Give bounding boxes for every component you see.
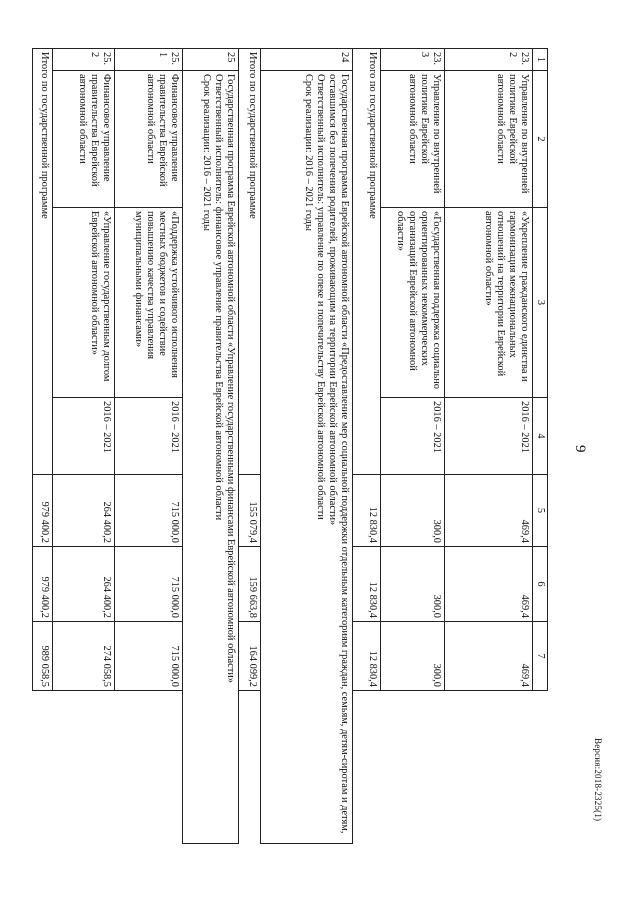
- total-col-6: 12 830,4: [353, 547, 381, 622]
- table-row: [115, 49, 183, 844]
- period-cell: 2016 – 2021: [445, 398, 533, 475]
- row-number: 25.2: [53, 49, 115, 71]
- executor-cell: Финансовое управление правительства Еврейской автономной области: [53, 71, 115, 208]
- period-cell: 2016 – 2021: [381, 398, 445, 475]
- measure-cell: «Управление государственным долгом Еврейской автономной области»: [53, 208, 115, 398]
- value-col-5: 715 000,0: [115, 475, 183, 547]
- header-row: [533, 49, 548, 844]
- program-period: Срок реализации: 2016 – 2021 годы: [201, 74, 213, 231]
- total-col-7: 12 830,4: [353, 622, 381, 691]
- program-executor: Ответственный исполнитель: финансовое управление правительства Еврейской автономной области: [213, 74, 225, 521]
- value-col-6: 264 400,2: [53, 547, 115, 622]
- total-col-5: 155 079,4: [239, 475, 261, 547]
- header-col-6: 6: [533, 547, 548, 622]
- header-col-1: 1: [533, 49, 548, 71]
- page-number: 9: [572, 445, 588, 453]
- blank-cell: [353, 691, 381, 844]
- blank-cell: [239, 691, 261, 844]
- executor-cell: Финансовое управление правительства Еврейской автономной области: [115, 71, 183, 208]
- blank-cell: [381, 691, 445, 844]
- value-col-7: 469,4: [445, 622, 533, 691]
- program-period: Срок реализации: 2016 – 2021 годы: [303, 74, 315, 231]
- value-col-7: 715 000,0: [115, 622, 183, 691]
- blank-cell: [53, 691, 115, 844]
- total-col-6: 159 663,8: [239, 547, 261, 622]
- header-col-blank: [533, 691, 548, 844]
- measure-cell: «Укрепление гражданского единства и гармонизация межнациональных отношений на территории Еврейской автономной области»: [445, 208, 533, 398]
- total-label: Итого по государственной программе: [239, 49, 261, 475]
- blank-cell: [33, 691, 53, 844]
- value-col-5: 264 400,2: [53, 475, 115, 547]
- row-number: 25: [183, 49, 239, 71]
- header-col-7: 7: [533, 622, 548, 691]
- value-col-6: 300,0: [381, 547, 445, 622]
- period-cell: 2016 – 2021: [115, 398, 183, 475]
- period-cell: 2016 – 2021: [53, 398, 115, 475]
- blank-cell: [115, 691, 183, 844]
- total-label: Итого по государственной программе: [353, 49, 381, 475]
- value-col-5: 300,0: [381, 475, 445, 547]
- budget-table: [32, 48, 548, 844]
- total-row: [353, 49, 381, 844]
- row-number: 23.2: [445, 49, 533, 71]
- table-row: [53, 49, 115, 844]
- executor-cell: Управление по внутренней политике Еврейской автономной области: [381, 71, 445, 208]
- measure-cell: «Государственная поддержка социально ориентированных некоммерческих организаций Еврейской автономной области»: [381, 208, 445, 398]
- document-version: Версия:2018-2325(1): [593, 738, 603, 822]
- row-number: 23.3: [381, 49, 445, 71]
- value-col-7: 300,0: [381, 622, 445, 691]
- measure-cell: «Поддержка устойчивого исполнения местных бюджетов и содействие повышению качества управления муниципальными финансами»: [115, 208, 183, 398]
- row-number: 25.1: [115, 49, 183, 71]
- row-number: 24: [261, 49, 353, 71]
- header-col-2: 2: [533, 71, 548, 208]
- total-row: [239, 49, 261, 844]
- total-col-5: 12 830,4: [353, 475, 381, 547]
- header-col-3: 3: [533, 208, 548, 398]
- total-row: [33, 49, 53, 844]
- header-col-4: 4: [533, 398, 548, 475]
- header-col-5: 5: [533, 475, 548, 547]
- blank-cell: [445, 691, 533, 844]
- value-col-6: 715 000,0: [115, 547, 183, 622]
- program-row: [183, 49, 239, 844]
- program-title: Государственная программа Еврейской автономной области «Предоставление мер социальной поддержки отдельным категориям граждан, семьям, детям-сиротам и детям, оставшимся без попечения родителей, проживающим на территории Еврейской автономной области»: [327, 74, 351, 834]
- program-description: [183, 71, 239, 844]
- program-description: [261, 71, 353, 844]
- program-title: Государственная программа Еврейской автономной области «Управление государственными финансами Еврейской автономной области»: [225, 74, 237, 683]
- table-row: [445, 49, 533, 844]
- table-row: [381, 49, 445, 844]
- value-col-7: 274 058,5: [53, 622, 115, 691]
- total-col-6: 979 400,2: [33, 547, 53, 622]
- value-col-6: 469,4: [445, 547, 533, 622]
- value-col-5: 469,4: [445, 475, 533, 547]
- total-col-7: 989 058,5: [33, 622, 53, 691]
- rotated-table-page: [39, 48, 548, 843]
- total-col-5: 979 400,2: [33, 475, 53, 547]
- total-col-7: 164 099,2: [239, 622, 261, 691]
- program-executor: Ответственный исполнитель: управление по опеке и попечительству Еврейской автономной области: [315, 74, 327, 520]
- executor-cell: Управление по внутренней политике Еврейской автономной области: [445, 71, 533, 208]
- total-label: Итого по государственной программе: [33, 49, 53, 475]
- program-row: [261, 49, 353, 844]
